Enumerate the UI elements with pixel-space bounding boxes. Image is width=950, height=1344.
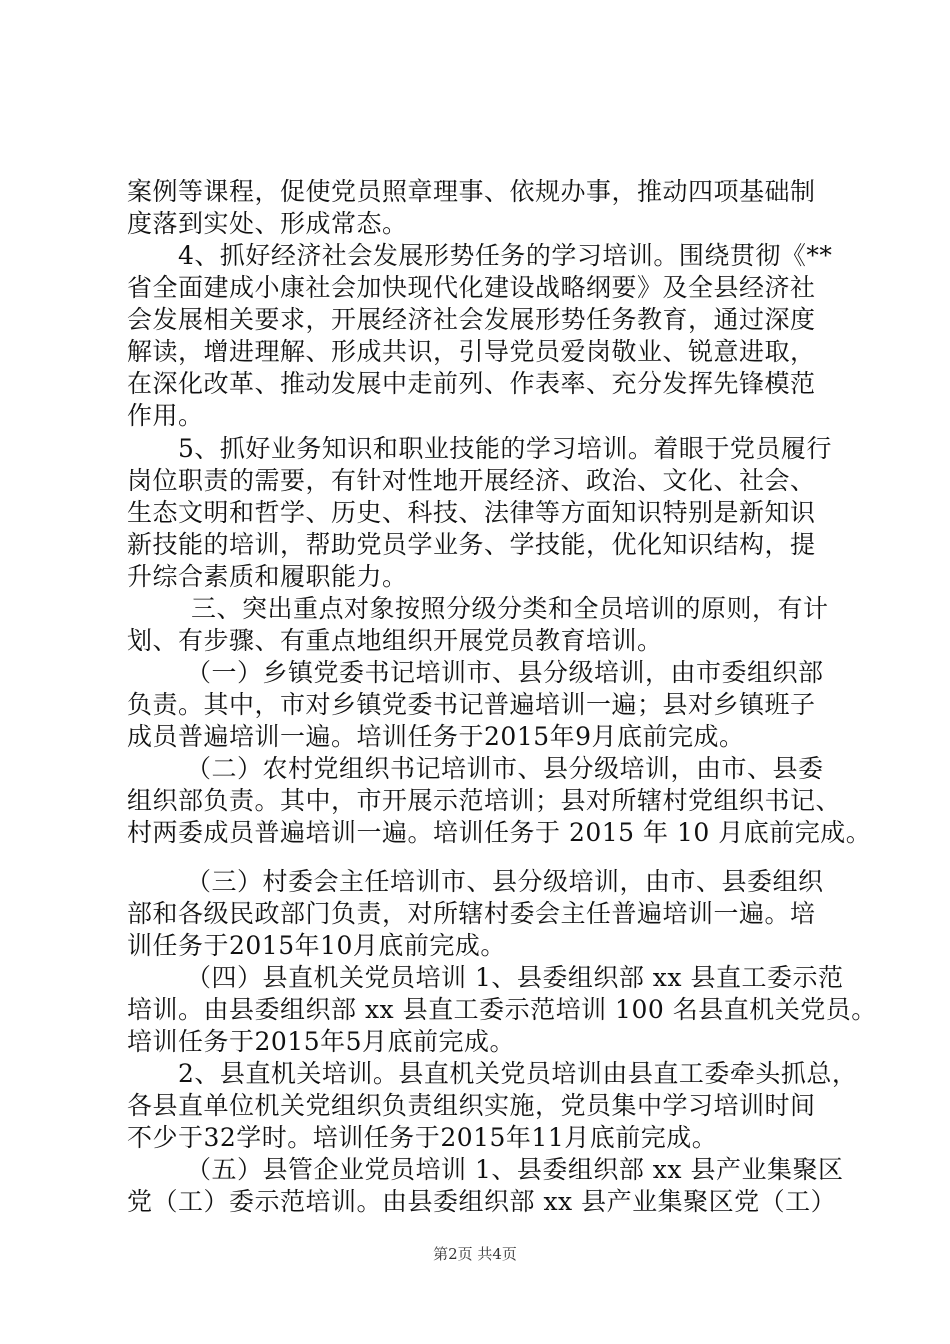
text-line: 5、抓好业务知识和职业技能的学习培训。着眼于党员履行 [178,434,832,463]
page-number: 第2页 共4页 [433,1245,517,1263]
text-line: 划、有步骤、有重点地组织开展党员教育培训。 [127,626,663,655]
text-line: 会发展相关要求，开展经济社会发展形势任务教育，通过深度 [127,305,816,334]
text-line: 培训任务于2015年5月底前完成。 [127,1027,516,1056]
text-line: 省全面建成小康社会加快现代化建设战略纲要》及全县经济社 [127,273,816,302]
text-line: 各县直单位机关党组织负责组织实施，党员集中学习培训时间 [127,1091,816,1120]
text-line: 解读，增进理解、形成共识，引导党员爱岗敬业、锐意进取， [127,337,816,366]
text-line: 党（工）委示范培训。由县委组织部 xx 县产业集聚区党（工） [127,1187,837,1216]
text-line: 度落到实处、形成常态。 [127,209,408,238]
text-line: 4、抓好经济社会发展形势任务的学习培训。围绕贯彻《** [178,241,833,270]
text-line: 新技能的培训，帮助党员学业务、学技能，优化知识结构，提 [127,530,816,559]
text-line: （一）乡镇党委书记培训市、县分级培训，由市委组织部 [186,658,824,687]
text-line: 三、突出重点对象按照分级分类和全员培训的原则，有计 [191,594,829,623]
text-line: 不少于32学时。培训任务于2015年11月底前完成。 [127,1123,718,1152]
text-line: 岗位职责的需要，有针对性地开展经济、政治、文化、社会、 [127,466,816,495]
text-line: 升综合素质和履职能力。 [127,562,408,591]
text-line: 作用。 [127,401,204,430]
text-line: 案例等课程，促使党员照章理事、依规办事，推动四项基础制 [127,177,816,206]
text-line: （五）县管企业党员培训 1、县委组织部 xx 县产业集聚区 [186,1155,844,1184]
text-line: 训任务于2015年10月底前完成。 [127,931,506,960]
text-line: 负责。其中，市对乡镇党委书记普遍培训一遍；县对乡镇班子 [127,690,816,719]
text-line: 成员普遍培训一遍。培训任务于2015年9月底前完成。 [127,722,745,751]
text-line: （二）农村党组织书记培训市、县分级培训，由市、县委 [186,754,824,783]
text-line: （四）县直机关党员培训 1、县委组织部 xx 县直工委示范 [186,963,844,992]
text-line: 部和各级民政部门负责，对所辖村委会主任普遍培训一遍。培 [127,899,816,928]
text-line: 在深化改革、推动发展中走前列、作表率、充分发挥先锋模范 [127,369,816,398]
text-line: 组织部负责。其中，市开展示范培训；县对所辖村党组织书记、 [127,786,842,815]
text-line: 村两委成员普遍培训一遍。培训任务于 2015 年 10 月底前完成。 [127,818,872,847]
text-line: （三）村委会主任培训市、县分级培训，由市、县委组织 [186,867,824,896]
text-line: 2、县直机关培训。县直机关党员培训由县直工委牵头抓总， [178,1059,858,1088]
text-line: 培训。由县委组织部 xx 县直工委示范培训 100 名县直机关党员。 [127,995,877,1024]
text-line: 生态文明和哲学、历史、科技、法律等方面知识特别是新知识 [127,498,816,527]
